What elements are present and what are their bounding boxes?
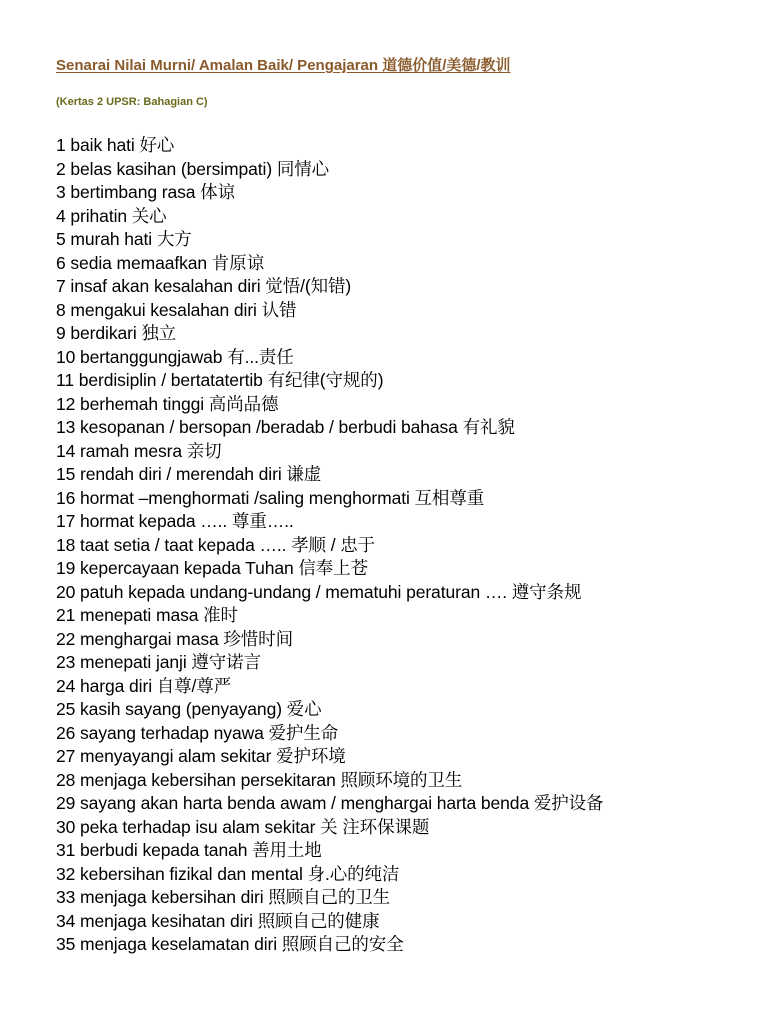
item-number: 31 [56, 840, 76, 860]
item-number: 29 [56, 793, 76, 813]
values-list [56, 134, 603, 957]
item-text: kebersihan fizikal dan mental 身.心的纯洁 [80, 863, 400, 884]
item-number: 13 [56, 417, 76, 437]
item-text: berhemah tinggi 高尚品德 [80, 393, 279, 414]
item-text: menepati masa 准时 [80, 605, 238, 625]
item-number: 4 [56, 205, 66, 226]
item-text: kasih sayang (penyayang) 爱心 [80, 699, 322, 719]
item-text: sayang akan harta benda awam / menghargai harta benda 爱护设备 [80, 793, 604, 813]
list-item [56, 675, 603, 699]
item-text: belas kasihan (bersimpati) 同情心 [70, 158, 330, 179]
list-item [56, 604, 603, 628]
list-item [56, 181, 603, 205]
item-text: bertimbang rasa 体谅 [70, 182, 235, 202]
list-item [56, 275, 603, 299]
list-item [56, 440, 603, 464]
item-number: 34 [56, 910, 76, 931]
item-text: hormat kepada ….. 尊重….. [80, 511, 294, 531]
item-text: berbudi kepada tanah 善用土地 [80, 840, 322, 860]
item-number: 1 [56, 135, 66, 155]
item-text: harga diri 自尊/尊严 [80, 675, 232, 696]
list-item [56, 369, 603, 393]
list-item [56, 886, 603, 910]
item-number: 27 [56, 746, 76, 766]
list-item [56, 863, 603, 887]
list-item [56, 228, 603, 252]
list-item [56, 534, 603, 558]
list-item [56, 134, 603, 158]
item-text: menjaga kebersihan persekitaran 照顾环境的卫生 [80, 769, 463, 790]
item-number: 30 [56, 816, 76, 837]
list-item [56, 299, 603, 323]
list-item [56, 745, 603, 769]
item-text: menjaga kebersihan diri 照顾自己的卫生 [80, 887, 391, 907]
item-text: peka terhadap isu alam sekitar 关 注环保课题 [80, 816, 430, 837]
item-number: 6 [56, 252, 66, 273]
list-item [56, 393, 603, 417]
item-number: 16 [56, 487, 76, 508]
item-text: prihatin 关心 [70, 205, 167, 226]
list-item [56, 346, 603, 370]
item-number: 28 [56, 769, 76, 790]
list-item [56, 816, 603, 840]
item-number: 24 [56, 675, 76, 696]
item-number: 19 [56, 558, 76, 578]
item-text: menjaga kesihatan diri 照顾自己的健康 [80, 910, 380, 931]
document-title: Senarai Nilai Murni/ Amalan Baik/ Pengajaran 道德价值/美德/教训 [56, 57, 511, 74]
item-number: 33 [56, 887, 76, 907]
item-number: 32 [56, 863, 76, 884]
item-number: 2 [56, 158, 66, 179]
item-text: rendah diri / merendah diri 谦虚 [80, 464, 322, 484]
list-item [56, 792, 603, 816]
item-text: menepati janji 遵守诺言 [80, 652, 261, 672]
item-text: hormat –menghormati /saling menghormati 互相尊重 [80, 487, 485, 508]
list-item [56, 510, 603, 534]
item-number: 5 [56, 229, 66, 249]
item-number: 20 [56, 581, 76, 602]
item-number: 22 [56, 628, 76, 649]
item-text: ramah mesra 亲切 [80, 440, 222, 461]
list-item [56, 487, 603, 511]
item-text: patuh kepada undang-undang / mematuhi peraturan …. 遵守条规 [80, 581, 582, 602]
item-number: 10 [56, 346, 76, 367]
list-item [56, 722, 603, 746]
item-number: 17 [56, 511, 76, 531]
list-item [56, 416, 603, 440]
item-text: kesopanan / bersopan /beradab / berbudi bahasa 有礼貌 [80, 417, 515, 437]
item-text: berdikari 独立 [70, 323, 177, 343]
item-text: menyayangi alam sekitar 爱护环境 [80, 746, 346, 766]
item-text: mengakui kesalahan diri 认错 [70, 299, 297, 320]
item-text: bertanggungjawab 有...责任 [80, 346, 294, 367]
item-text: baik hati 好心 [70, 135, 175, 155]
list-item [56, 651, 603, 675]
item-text: taat setia / taat kepada ….. 孝顺 / 忠于 [80, 534, 376, 555]
list-item [56, 557, 603, 581]
item-number: 11 [56, 370, 74, 390]
item-text: murah hati 大方 [70, 229, 192, 249]
list-item [56, 933, 603, 957]
list-item [56, 628, 603, 652]
item-number: 25 [56, 699, 76, 719]
item-text: sedia memaafkan 肯原谅 [70, 252, 264, 273]
item-text: sayang terhadap nyawa 爱护生命 [80, 722, 339, 743]
list-item [56, 839, 603, 863]
item-number: 8 [56, 299, 66, 320]
item-text: kepercayaan kepada Tuhan 信奉上苍 [80, 558, 368, 578]
item-number: 15 [56, 464, 76, 484]
list-item [56, 698, 603, 722]
item-number: 3 [56, 182, 66, 202]
item-number: 35 [56, 934, 76, 954]
item-number: 9 [56, 323, 66, 343]
list-item [56, 158, 603, 182]
item-text: menghargai masa 珍惜时间 [80, 628, 293, 649]
list-item [56, 463, 603, 487]
item-number: 14 [56, 440, 76, 461]
item-text: menjaga keselamatan diri 照顾自己的安全 [80, 934, 404, 954]
list-item [56, 252, 603, 276]
list-item [56, 581, 603, 605]
item-text: insaf akan kesalahan diri 觉悟/(知错) [70, 276, 352, 296]
item-number: 7 [56, 276, 66, 296]
document-subtitle: (Kertas 2 UPSR: Bahagian C) [56, 96, 208, 108]
item-number: 12 [56, 393, 76, 414]
item-text: berdisiplin / bertatatertib 有纪律(守规的) [78, 370, 384, 390]
item-number: 26 [56, 722, 76, 743]
item-number: 21 [56, 605, 76, 625]
item-number: 18 [56, 534, 76, 555]
list-item [56, 910, 603, 934]
item-number: 23 [56, 652, 76, 672]
list-item [56, 769, 603, 793]
list-item [56, 205, 603, 229]
list-item [56, 322, 603, 346]
